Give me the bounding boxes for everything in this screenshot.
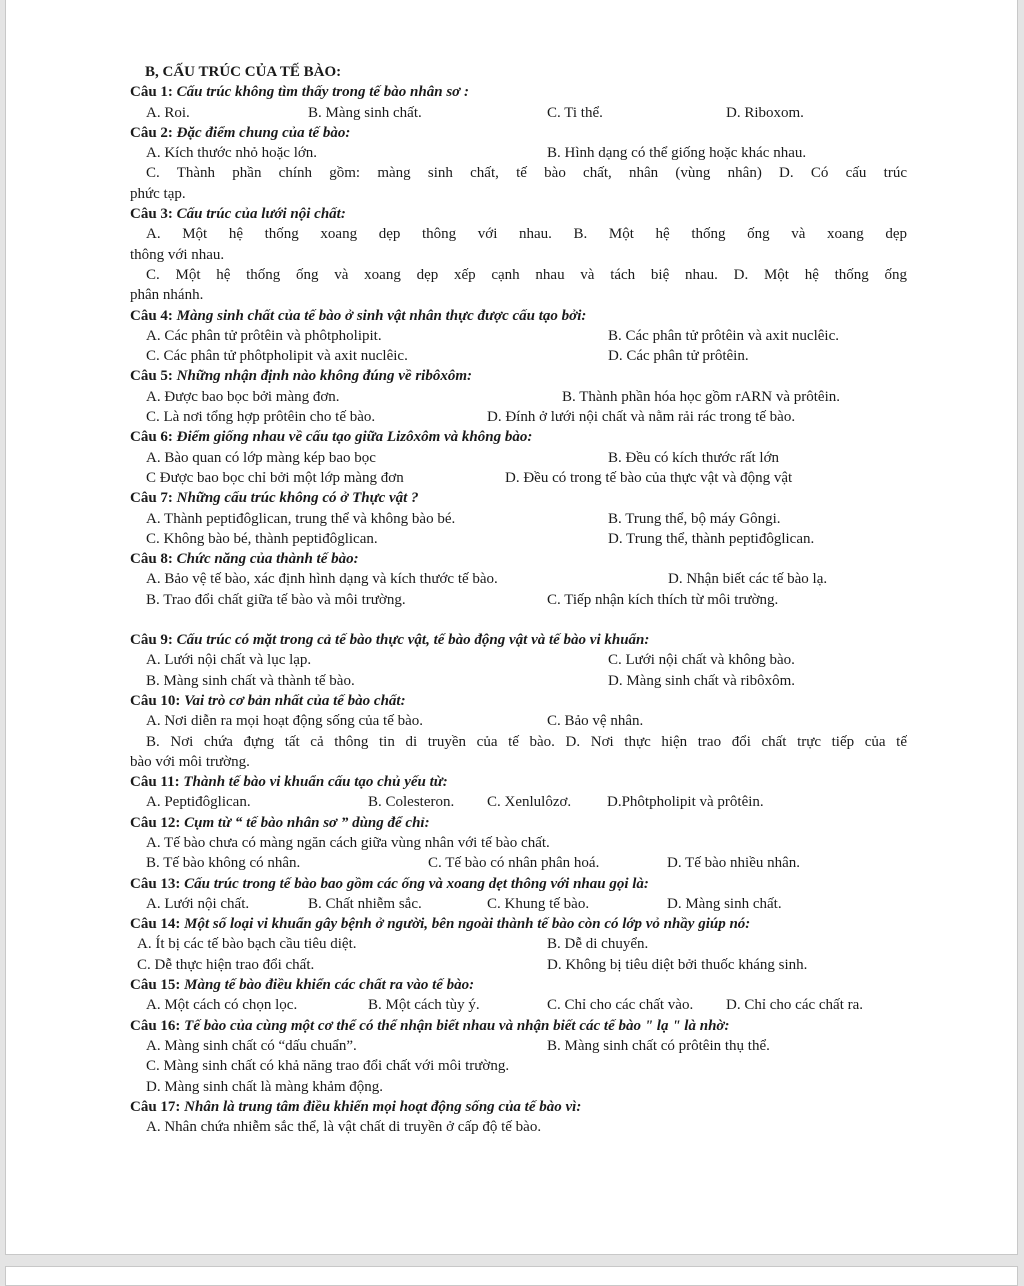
- option-b: B. Tế bào không có nhân.: [146, 855, 301, 872]
- question-1: [130, 82, 907, 102]
- option-a: A. Tế bào chưa có màng ngăn cách giữa vùng nhân với tế bào chất.: [146, 834, 550, 851]
- option-d: D. Riboxom.: [726, 104, 804, 121]
- option-c: C. Lưới nội chất và không bào.: [608, 652, 795, 669]
- question-9-options-row1: [130, 650, 907, 670]
- question-label: Câu 16:: [130, 1017, 181, 1034]
- question-1-options: [130, 103, 907, 123]
- option-d: D. Các phân tử prôtêin.: [608, 348, 749, 365]
- question-label: Câu 7:: [130, 490, 173, 507]
- question-5-options-ab: [130, 387, 907, 407]
- question-12-options-bcd: [130, 853, 907, 873]
- option-c: C. Ti thể.: [547, 104, 603, 121]
- option-b: B. Trung thể, bộ máy Gôngi.: [608, 510, 781, 527]
- option-b: B. Màng sinh chất.: [308, 104, 422, 121]
- question-text: Thành tế bào vi khuẩn cấu tạo chủ yếu từ:: [183, 774, 448, 791]
- question-label: Câu 1:: [130, 84, 173, 101]
- option-c: C. Màng sinh chất có khả năng trao đổi chất với môi trường.: [146, 1058, 510, 1075]
- option-b: B. Hình dạng có thể giống hoặc khác nhau.: [547, 145, 807, 162]
- question-7-options-ab: [130, 509, 907, 529]
- option-c: C. Xenlulôzơ.: [487, 794, 572, 811]
- option-d: D. Chỉ cho các chất ra.: [726, 997, 864, 1014]
- option-a: A. Lưới nội chất và lục lạp.: [146, 652, 312, 669]
- question-8: [130, 549, 907, 569]
- question-label: Câu 15:: [130, 977, 181, 994]
- question-11: [130, 772, 907, 792]
- question-10-options-row2: [130, 732, 907, 752]
- question-10-options-row1: [130, 711, 907, 731]
- question-text: Cấu trúc có mặt trong cả tế bào thực vật, tế bào động vật và tế bào vi khuẩn:: [176, 632, 650, 649]
- question-label: Câu 3:: [130, 206, 173, 223]
- question-label: Câu 9:: [130, 632, 173, 649]
- question-label: Câu 13:: [130, 875, 181, 892]
- option-a: A. Lưới nội chất.: [146, 895, 250, 912]
- option-c: C. Bảo vệ nhân.: [547, 713, 644, 730]
- question-text: Cấu trúc của lưới nội chất:: [176, 206, 346, 223]
- option-c: C. Tế bào có nhân phân hoá.: [428, 855, 600, 872]
- option-d: D. Tế bào nhiều nhân.: [667, 855, 801, 872]
- document-page: [5, 0, 1018, 1255]
- question-4: [130, 306, 907, 326]
- question-7-options-cd: [130, 529, 907, 549]
- option-a: A. Màng sinh chất có “dấu chuẩn”.: [146, 1037, 357, 1054]
- section-title: B, CẤU TRÚC CỦA TẾ BÀO:: [145, 64, 342, 80]
- option-b: B. Trao đổi chất giữa tế bào và môi trường.: [146, 591, 406, 608]
- option-a: A. Nhân chứa nhiễm sắc thể, là vật chất di truyền ở cấp độ tế bào.: [146, 1119, 542, 1136]
- question-label: Câu 6:: [130, 429, 173, 446]
- question-2-options-cd: [130, 163, 907, 183]
- question-text: Cụm từ “ tế bào nhân sơ ” dùng để chỉ:: [184, 814, 430, 831]
- option-d: D. Không bị tiêu diệt bởi thuốc kháng sinh.: [547, 956, 808, 973]
- option-a: A. Kích thước nhỏ hoặc lớn.: [146, 145, 318, 162]
- option-d: D. Đính ở lưới nội chất và nằm rải rác trong tế bào.: [487, 409, 796, 426]
- document-content: [130, 62, 907, 1137]
- question-8-options-row2: [130, 590, 907, 610]
- question-label: Câu 4:: [130, 307, 173, 324]
- option-b: B. Thành phần hóa học gồm rARN và prôtêin.: [562, 388, 841, 405]
- question-12-option-a: [130, 833, 907, 853]
- question-17: [130, 1097, 907, 1117]
- question-label: Câu 17:: [130, 1098, 181, 1115]
- option-c: C. Một hệ thống ống và xoang dẹp xếp cạnh nhau và tách biệ nhau. D. Một hệ thống ống: [146, 266, 907, 283]
- question-16-option-d: [130, 1077, 907, 1097]
- option-d: D. Đều có trong tế bào của thực vật và động vật: [505, 469, 793, 486]
- question-5-options-cd: [130, 407, 907, 427]
- question-text: Đặc điểm chung của tế bào:: [176, 124, 351, 141]
- option-a: A. Ít bị các tế bào bạch cầu tiêu diệt.: [137, 936, 357, 953]
- option-a: A. Thành peptiđôglican, trung thể và không bào bé.: [146, 510, 456, 527]
- option-b: B. Một cách tùy ý.: [368, 997, 480, 1014]
- question-label: Câu 5:: [130, 368, 173, 385]
- question-9-options-row2: [130, 671, 907, 691]
- question-text: Những nhận định nào không đúng về ribôxôm:: [176, 368, 472, 385]
- question-16-option-c: [130, 1056, 907, 1076]
- option-b: B. Dễ di chuyển.: [547, 936, 649, 953]
- question-3-options-ab: [130, 224, 907, 244]
- next-page-edge: [5, 1266, 1018, 1286]
- option-d: D. Màng sinh chất.: [667, 895, 782, 912]
- question-15-options: [130, 995, 907, 1015]
- question-12: [130, 813, 907, 833]
- question-text: Một số loại vi khuẩn gây bệnh ở người, bên ngoài thành tế bào còn có lớp vỏ nhầy giúp nó:: [184, 916, 751, 933]
- option-c: C Được bao bọc chỉ bởi một lớp màng đơn: [146, 469, 404, 486]
- question-text: Vai trò cơ bản nhất của tế bào chất:: [184, 692, 406, 709]
- question-3-option-wrap-1: thông với nhau.: [130, 246, 225, 263]
- option-a: A. Được bao bọc bởi màng đơn.: [146, 388, 340, 405]
- question-8-options-row1: [130, 569, 907, 589]
- option-d: D. Nhận biết các tế bào lạ.: [668, 571, 828, 588]
- option-a: A. Một hệ thống xoang dẹp thông với nhau. B. Một hệ thống ống và xoang dẹp: [146, 226, 907, 243]
- option-a: A. Bảo vệ tế bào, xác định hình dạng và kích thước tế bào.: [146, 571, 498, 588]
- question-3-option-wrap-2: phân nhánh.: [130, 287, 204, 304]
- option-d: D. Màng sinh chất là màng khảm động.: [146, 1078, 384, 1095]
- question-13: [130, 874, 907, 894]
- question-15: [130, 975, 907, 995]
- option-b: B. Màng sinh chất có prôtêin thụ thể.: [547, 1037, 770, 1054]
- option-c: C. Chỉ cho các chất vào.: [547, 997, 694, 1014]
- question-16-options-ab: [130, 1036, 907, 1056]
- option-c: C. Các phân tử phôtpholipit và axit nuclêic.: [146, 348, 408, 365]
- question-label: Câu 14:: [130, 916, 181, 933]
- option-b: B. Chất nhiễm sắc.: [308, 895, 422, 912]
- question-text: Cấu trúc trong tế bào bao gồm các ống và xoang dẹt thông với nhau gọi là:: [184, 875, 649, 892]
- question-label: Câu 12:: [130, 814, 181, 831]
- question-6-options-cd: [130, 468, 907, 488]
- option-c: C. Dễ thực hiện trao đổi chất.: [137, 956, 315, 973]
- question-label: Câu 8:: [130, 551, 173, 568]
- option-b: B. Màng sinh chất và thành tế bào.: [146, 672, 355, 689]
- question-6: [130, 427, 907, 447]
- question-9: [130, 630, 907, 650]
- question-text: Nhân là trung tâm điều khiển mọi hoạt động sống của tế bào vì:: [184, 1098, 582, 1115]
- question-14: [130, 914, 907, 934]
- question-text: Màng sinh chất của tế bào ở sinh vật nhân thực được cấu tạo bởi:: [176, 307, 587, 324]
- question-10: [130, 691, 907, 711]
- question-4-options-cd: [130, 346, 907, 366]
- option-d: D. Màng sinh chất và ribôxôm.: [608, 672, 796, 689]
- option-a: A. Roi.: [146, 104, 190, 121]
- question-text: Những cấu trúc không có ở Thực vật ?: [176, 490, 419, 507]
- option-d: D. Trung thể, thành peptiđôglican.: [608, 530, 815, 547]
- option-c: C. Không bào bé, thành peptiđôglican.: [146, 530, 378, 547]
- option-a: A. Nơi diễn ra mọi hoạt động sống của tế bào.: [146, 713, 424, 730]
- option-b: B. Các phân tử prôtêin và axit nuclêic.: [608, 327, 839, 344]
- option-a: A. Các phân tử prôtêin và phôtpholipit.: [146, 327, 382, 344]
- question-label: Câu 10:: [130, 692, 181, 709]
- question-16: [130, 1016, 907, 1036]
- question-13-options: [130, 894, 907, 914]
- option-b-d: B. Nơi chứa đựng tất cả thông tin di truyền của tế bào. D. Nơi thực hiện trao đổi chất trực tiếp của tế: [146, 733, 907, 750]
- option-a: A. Peptiđôglican.: [146, 794, 251, 811]
- option-d: D.Phôtpholipit và prôtêin.: [607, 794, 764, 811]
- question-10-option-wrap: bào với môi trường.: [130, 753, 250, 770]
- option-c: C. Thành phần chính gồm: màng sinh chất, tế bào chất, nhân (vùng nhân) D. Có cấu trúc: [146, 165, 907, 182]
- option-c: C. Tiếp nhận kích thích từ môi trường.: [547, 591, 779, 608]
- question-text: Cấu trúc không tìm thấy trong tế bào nhân sơ :: [176, 84, 469, 101]
- option-c: C. Khung tế bào.: [487, 895, 590, 912]
- option-a: A. Một cách có chọn lọc.: [146, 997, 298, 1014]
- question-3-options-cd: [130, 265, 907, 285]
- question-label: Câu 2:: [130, 124, 173, 141]
- option-b: B. Colesteron.: [368, 794, 455, 811]
- option-a: A. Bào quan có lớp màng kép bao bọc: [146, 449, 376, 466]
- question-14-options-cd: [130, 955, 907, 975]
- question-6-options-ab: [130, 448, 907, 468]
- question-text: Điểm giống nhau về cấu tạo giữa Lizôxôm và không bào:: [176, 429, 533, 446]
- option-b: B. Đều có kích thước rất lớn: [608, 449, 780, 466]
- question-label: Câu 11:: [130, 774, 180, 791]
- question-17-option-a: [130, 1117, 907, 1137]
- question-11-options: [130, 792, 907, 812]
- question-5: [130, 366, 907, 386]
- question-text: Tế bào của cùng một cơ thể có thể nhận biết nhau và nhận biết các tế bào " lạ " là nhờ:: [184, 1017, 730, 1034]
- question-2-option-wrap: phức tạp.: [130, 185, 186, 202]
- question-3: [130, 204, 907, 224]
- question-14-options-ab: [130, 934, 907, 954]
- question-2-options-ab: [130, 143, 907, 163]
- question-7: [130, 488, 907, 508]
- option-c: C. Là nơi tổng hợp prôtêin cho tế bào.: [146, 409, 376, 426]
- question-text: Màng tế bào điều khiển các chất ra vào tế bào:: [184, 977, 475, 994]
- question-2: [130, 123, 907, 143]
- question-text: Chức năng của thành tế bào:: [176, 551, 359, 568]
- question-4-options-ab: [130, 326, 907, 346]
